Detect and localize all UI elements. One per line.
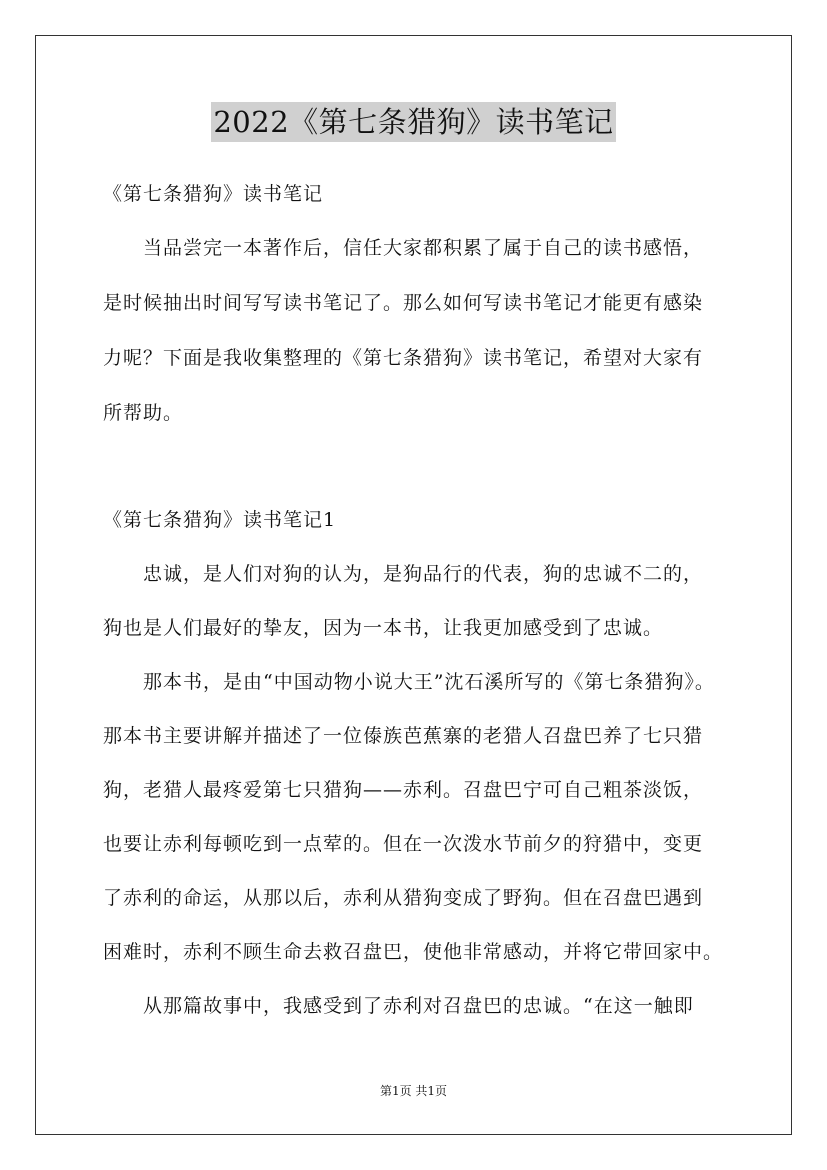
section-heading: 《第七条猎狗》读书笔记1 — [103, 509, 337, 531]
paragraph-line: 当品尝完一本著作后，信任大家都积累了属于自己的读书感悟， — [143, 237, 704, 259]
paragraph-line: 是时候抽出时间写写读书笔记了。那么如何写读书笔记才能更有感染 — [103, 292, 704, 314]
paragraph-line: 力呢？下面是我收集整理的《第七条猎狗》读书笔记，希望对大家有 — [103, 347, 704, 369]
document-title-wrap — [0, 102, 827, 142]
paragraph-line: 困难时，赤利不顾生命去救召盘巴，使他非常感动，并将它带回家中。 — [103, 941, 724, 963]
paragraph-line: 那本书主要讲解并描述了一位傣族芭蕉寨的老猎人召盘巴养了七只猎 — [103, 725, 704, 747]
paragraph-line: 了赤利的命运，从那以后，赤利从猎狗变成了野狗。但在召盘巴遇到 — [103, 887, 704, 909]
paragraph-line: 从那篇故事中，我感受到了赤利对召盘巴的忠诚。“在这一触即 — [143, 995, 694, 1017]
paragraph-line: 狗，老猎人最疼爱第七只猎狗——赤利。召盘巴宁可自己粗茶淡饭， — [103, 779, 704, 801]
paragraph-line: 那本书，是由“中国动物小说大王”沈石溪所写的《第七条猎狗》。 — [143, 671, 715, 693]
paragraph-line: 所帮助。 — [103, 402, 184, 424]
subtitle: 《第七条猎狗》读书笔记 — [103, 183, 324, 205]
paragraph-line: 忠诚，是人们对狗的认为，是狗品行的代表，狗的忠诚不二的， — [143, 563, 704, 585]
paragraph-line: 也要让赤利每顿吃到一点荤的。但在一次泼水节前夕的狩猎中，变更 — [103, 833, 704, 855]
paragraph-line: 狗也是人们最好的挚友，因为一本书，让我更加感受到了忠诚。 — [103, 617, 664, 639]
page-footer: 第1页 共1页 — [379, 1084, 448, 1098]
document-title: 2022《第七条猎狗》读书笔记 — [211, 102, 615, 142]
